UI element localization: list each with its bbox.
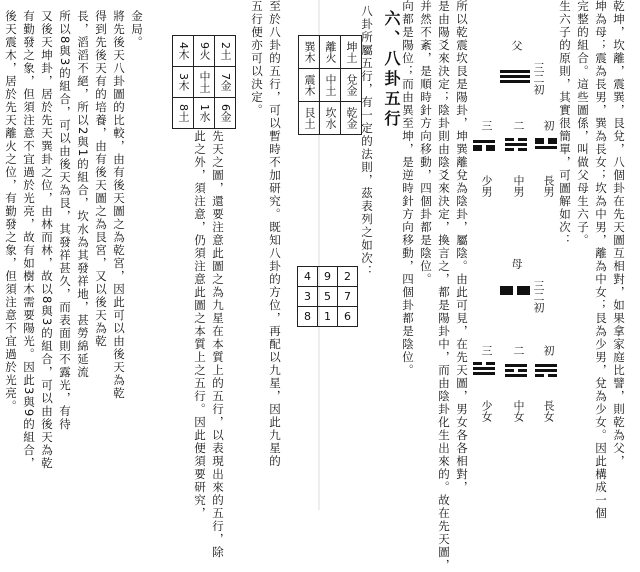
text-column: 八卦所屬五行，有一定的法則，茲表列之如次： [360,5,374,278]
grid-cell: 坎水 [320,102,341,135]
grid-cell: 中土 [194,67,215,98]
grid-cell: 9 [318,267,338,287]
text-column: 生六子的原則，其實很簡單，可圖解如次： [558,0,572,247]
kun-trigram [500,286,530,295]
daughter-name: 中女 [512,400,525,422]
text-column: 完整的組合。這些圖係，叫做父母生六子。 [576,0,590,247]
grid-cell: 6 [338,307,358,327]
grid-cell: 5 [318,287,338,307]
section-heading: 六、八卦五行 [382,10,401,130]
grid-cell: 艮土 [299,102,320,135]
text-column: 有勤發之象，但須注意不宜過於光亮，故有如樹木需要陽光。因此3與9的組合， [22,10,36,470]
line-position-label: 三二初 [532,280,545,313]
grid-cell: 3木 [173,67,194,98]
grid-cell: 8土 [173,98,194,129]
text-column: 坤為母；震為長男，巽為長女；坎為中男，離為中女；艮為少男，兌為少女。因此構成一個 [594,0,608,520]
trigram-five-elements-grid [298,35,362,135]
text-column: 後天震木，居於先天離火之位，有勤發之象，但須注意不宜過於光亮。 [4,10,18,413]
text-column: 是由陽爻來決定；陰卦則由陰爻來決定，換言之，都是陽卦中，而由陰卦化生出來的。故在先天圖， [437,0,451,572]
text-column: 將先後天八卦圖的比較，由有後天圖之為乾宮，因此可以由後天為乾 [112,10,126,400]
daughter-line: 初 [542,345,555,356]
text-column: 此之外，須注意，仍須注意此圖之本質上之五行。因此便須要研究， [193,130,207,520]
zhen-trigram [535,138,557,151]
son-name: 中男 [512,175,525,197]
text-column: 乾坤，坎離，震巽，艮兌，八個卦在先天圖互相對，如果拿家庭比譬，則乾為父， [612,0,626,468]
text-column: 先天之圖，還要注意此圖之為九星在本質上的五行，以表現出來的五行，除 [211,130,225,559]
kan-trigram [505,138,527,151]
text-column: 金局。 [130,10,144,49]
lo-shu-grid [297,266,358,327]
son-line: 二 [512,120,525,131]
grid-cell: 乾金 [341,102,362,135]
grid-cell: 7 [338,287,358,307]
text-column: 向都是陽位；而由異至坤，是逆時針方向移動，四個卦都是陰位。 [401,0,415,377]
text-column: 得到先後天有的培養，由有後天圖之為艮宮，又以後天為乾 [94,10,108,348]
text-column: 又後天坤卦，居於先天巽卦之位，由林而林，故以8與3的組合，可以由後天為乾 [40,10,54,470]
grid-cell: 震木 [299,69,320,102]
daughter-line: 二 [512,345,525,356]
grid-cell: 2 [338,267,358,287]
text-column: 五行便亦可以決定。 [250,0,264,117]
daughter-line: 三 [480,345,493,356]
daughter-name: 長女 [542,400,555,422]
text-column: 并然不紊，是順時針方向移動，四個卦都是陰位。 [419,0,433,286]
text-column: 所以乾震坎艮是陽卦，坤巽離兌為陰卦，屬陰。由此可見，在先天圖，男女各各相對， [455,0,469,494]
gen-trigram [473,138,495,151]
xun-trigram [535,362,557,377]
grid-cell: 9火 [194,36,215,67]
text-column: 所以8與3的組合，可以由後天為艮，其發祥甚久，而表面則不露光，有待 [58,10,72,431]
grid-cell: 2土 [215,36,236,67]
son-line: 三 [480,120,493,131]
grid-cell: 1水 [194,98,215,129]
li-trigram [505,362,527,379]
grid-cell: 中土 [320,69,341,102]
grid-cell: 4木 [173,36,194,67]
grid-cell: 離火 [320,36,341,69]
qian-trigram [500,68,530,85]
grid-cell: 3 [298,287,318,307]
number-element-grid [172,35,236,129]
grid-cell: 8 [298,307,318,327]
grid-cell: 1 [318,307,338,327]
daughter-name: 少女 [480,400,493,422]
text-column: 長，滔滔不絕，所以2與1的組合，坎水為其發祥地，甚勞綿延流 [76,10,90,379]
grid-cell: 7金 [215,67,236,98]
grid-cell: 4 [298,267,318,287]
son-line: 初 [542,120,555,131]
grid-cell: 6金 [215,98,236,129]
grid-cell: 巽木 [299,36,320,69]
grid-cell: 兌金 [341,69,362,102]
son-name: 長男 [542,175,555,197]
grid-cell: 坤土 [341,36,362,69]
line-position-label: 三二初 [532,62,545,95]
dui-trigram [473,362,495,377]
mother-label: 母 [510,258,523,269]
son-name: 少男 [480,175,493,197]
father-label: 父 [510,40,523,51]
text-column: 至於八卦的五行，可以暫時不加研究。既知八卦的方位，再配以九星，因此九星的 [268,0,282,468]
